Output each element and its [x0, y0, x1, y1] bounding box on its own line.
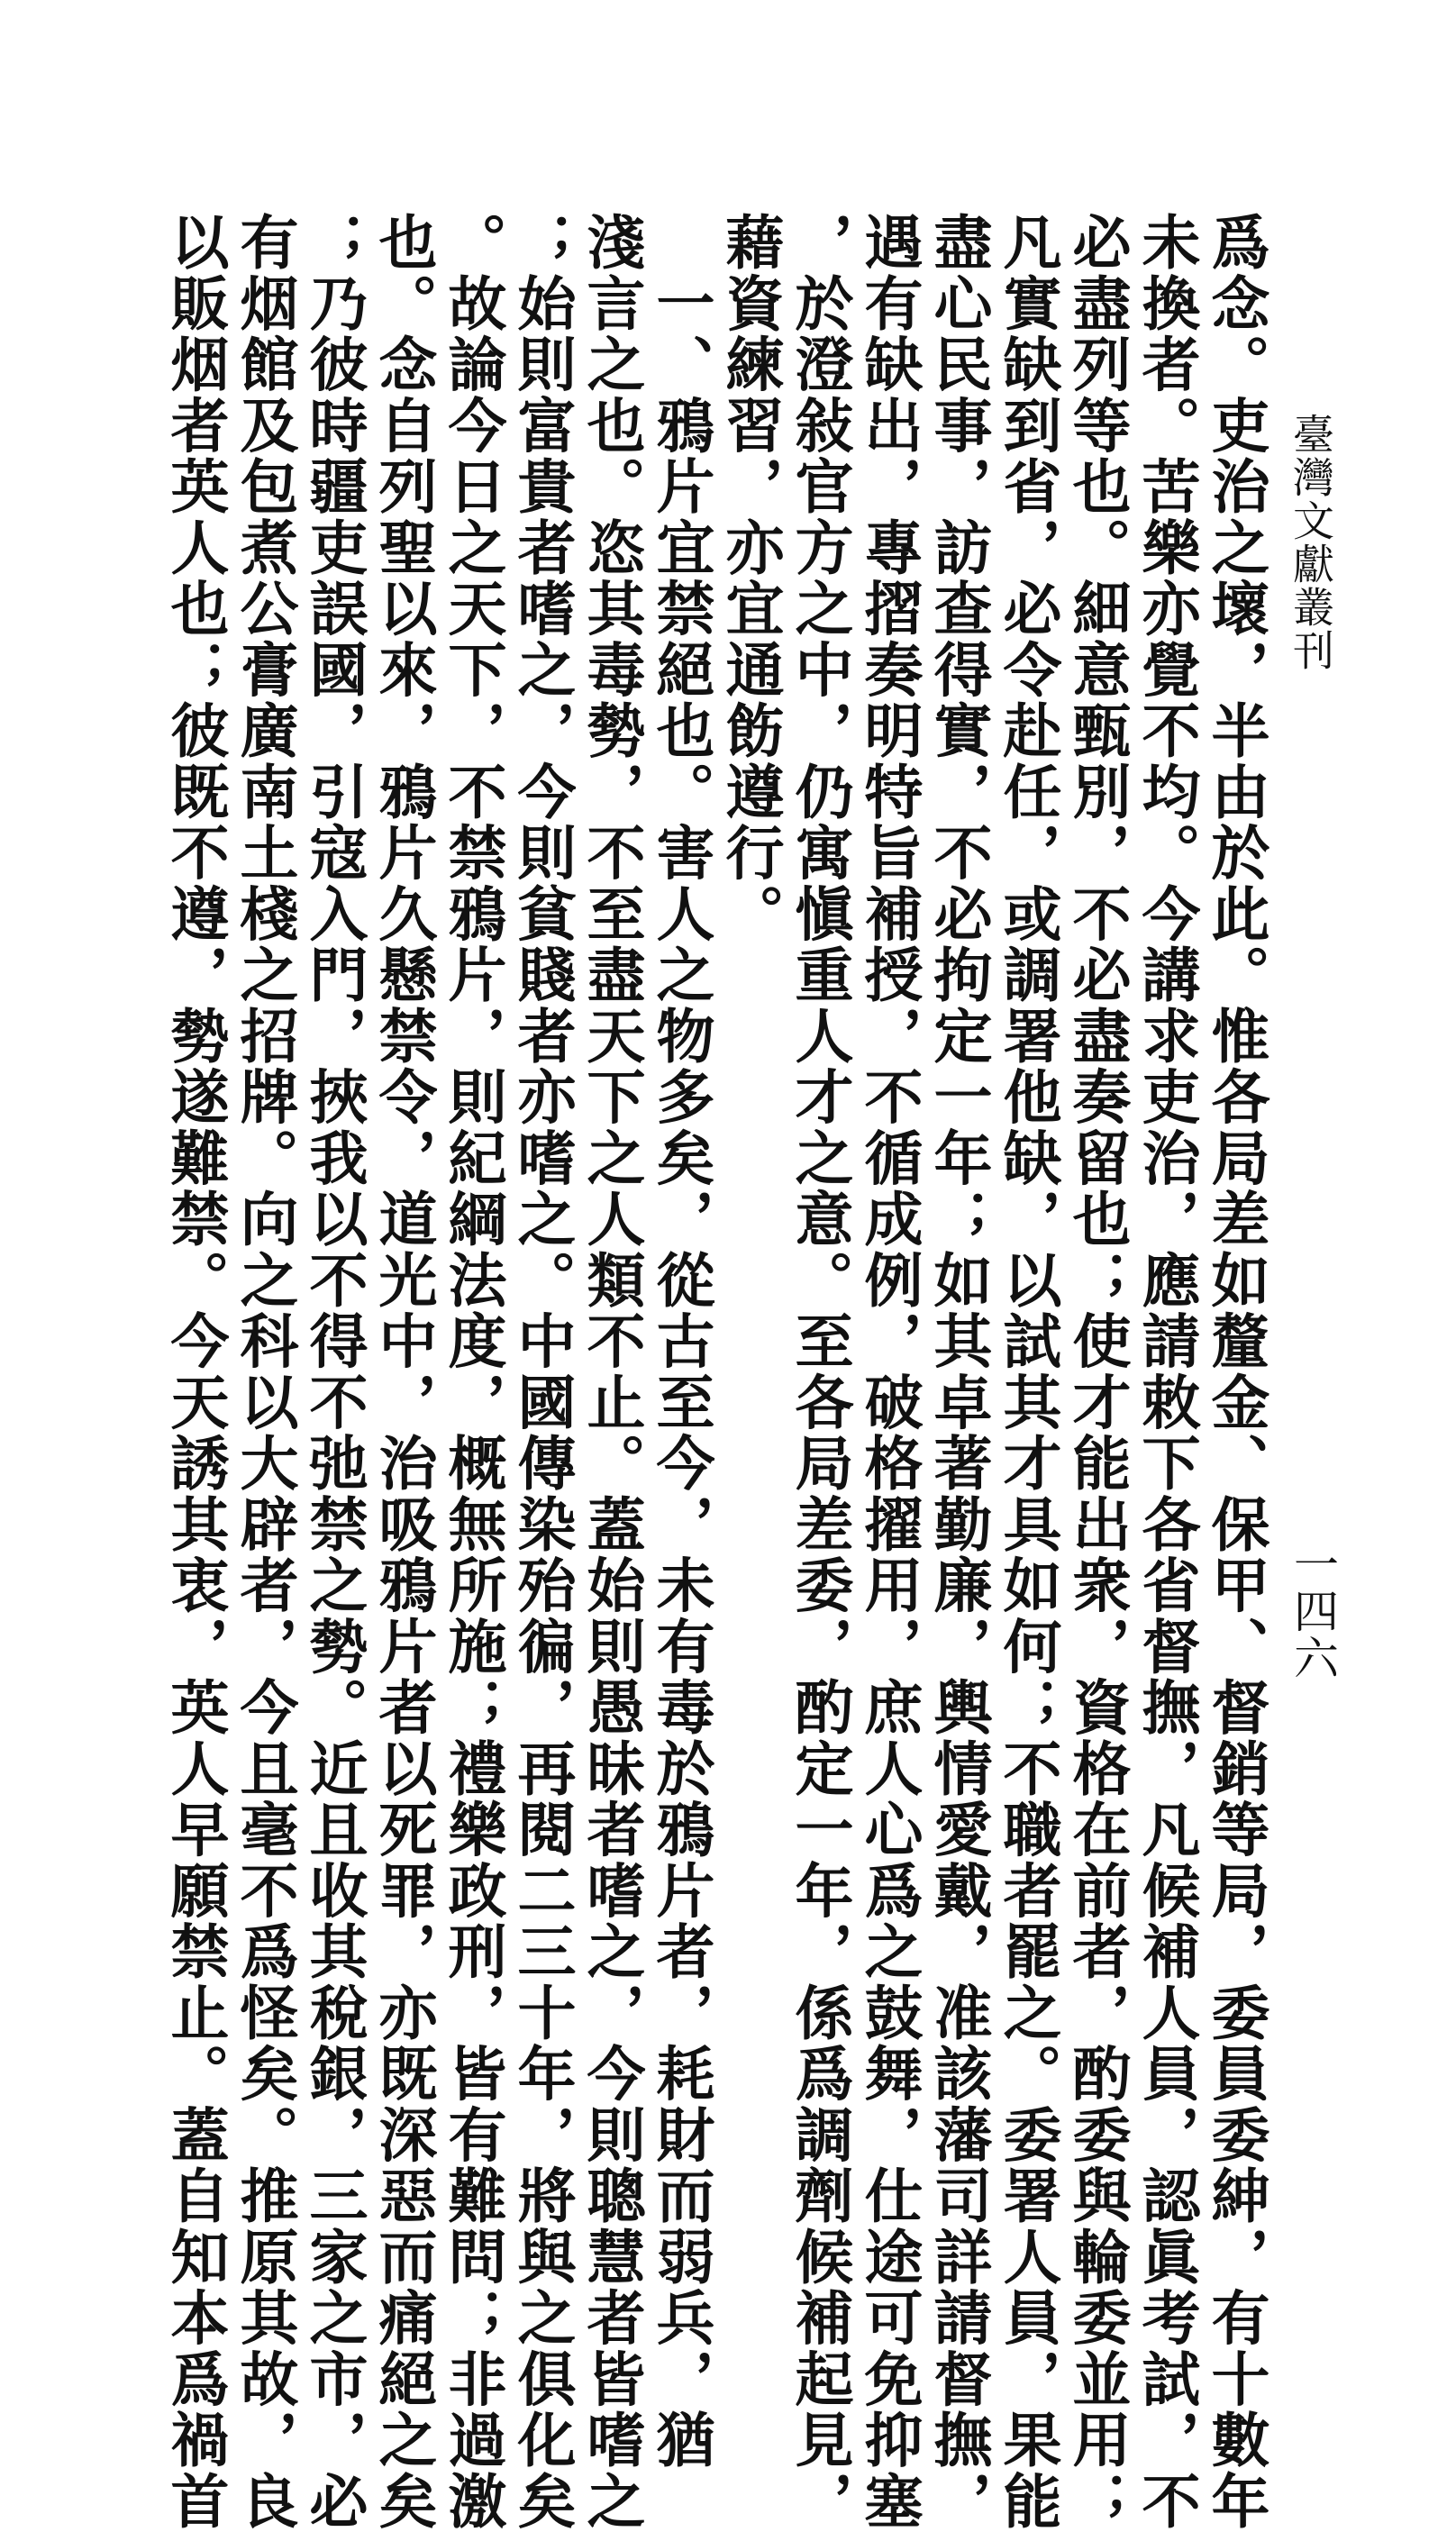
text-column: 遇有缺出，專摺奏明特旨補授，不循成例，破格擢用，庶人心爲之鼓舞，仕途可免抑塞 — [854, 212, 923, 2532]
text-column: 。故論今日之天下，不禁鴉片，則紀綱法度，概無所施；禮樂政刑，皆有難問；非過激 — [438, 212, 506, 2532]
text-column: 一、鴉片宜禁絕也。害人之物多矣，從古至今，未有毒於鴉片者，耗財而弱兵，猶 — [646, 212, 714, 2471]
text-column: 未換者。苦樂亦覺不均。今講求吏治，應請敕下各省督撫，凡候補人員，認眞考試，不 — [1132, 212, 1200, 2532]
text-column: 盡心民事，訪查得實，不必拘定一年；如其卓著勤廉，輿情愛戴，准該藩司詳請督撫， — [924, 212, 992, 2532]
text-column: 凡實缺到省，必令赴任，或調署他缺，以試其才具如何；不職者罷之。委署人員，果能 — [993, 212, 1061, 2532]
text-column: 必盡列等也。細意甄別，不必盡奏留也；使才能出衆，資格在前者，酌委與輪委並用； — [1062, 212, 1131, 2532]
text-column: ；始則富貴者嗜之，今則貧賤者亦嗜之。中國傳染殆徧，再閱二三十年，將與之俱化矣 — [507, 212, 576, 2532]
text-column: 也。念自列聖以來，鴉片久懸禁令，道光中，治吸鴉片者以死罪，亦既深惡而痛絕之矣 — [369, 212, 437, 2532]
text-column: 有烟館及包煮公膏廣南土棧之招牌。向之科以大辟者，今且毫不爲怪矣。推原其故，良 — [230, 212, 298, 2532]
text-column: ，於澄敍官方之中，仍寓愼重人才之意。至各局差委，酌定一年，係爲調劑候補起見， — [785, 212, 853, 2532]
text-column: 爲念。吏治之壞，半由於此。惟各局差如釐金、保甲、督銷等局，委員委紳，有十數年 — [1201, 212, 1269, 2532]
text-column: 藉資練習，亦宜通飭遵行。 — [715, 212, 784, 944]
text-column: 以販烟者英人也；彼既不遵，勢遂難禁。今天誘其衷，英人早願禁止。蓋自知本爲禍首 — [160, 212, 229, 2532]
page-number: 一四六 — [1287, 1541, 1339, 1681]
running-header-title: 臺灣文獻叢刊 — [1287, 413, 1335, 672]
text-column: ；乃彼時疆吏誤國，引寇入門，挾我以不得不弛禁之勢。近且收其稅銀，三家之市，必 — [299, 212, 368, 2532]
text-column: 淺言之也。恣其毒勢，不至盡天下之人類不止。蓋始則愚昧者嗜之，今則聰慧者皆嗜之 — [577, 212, 645, 2532]
